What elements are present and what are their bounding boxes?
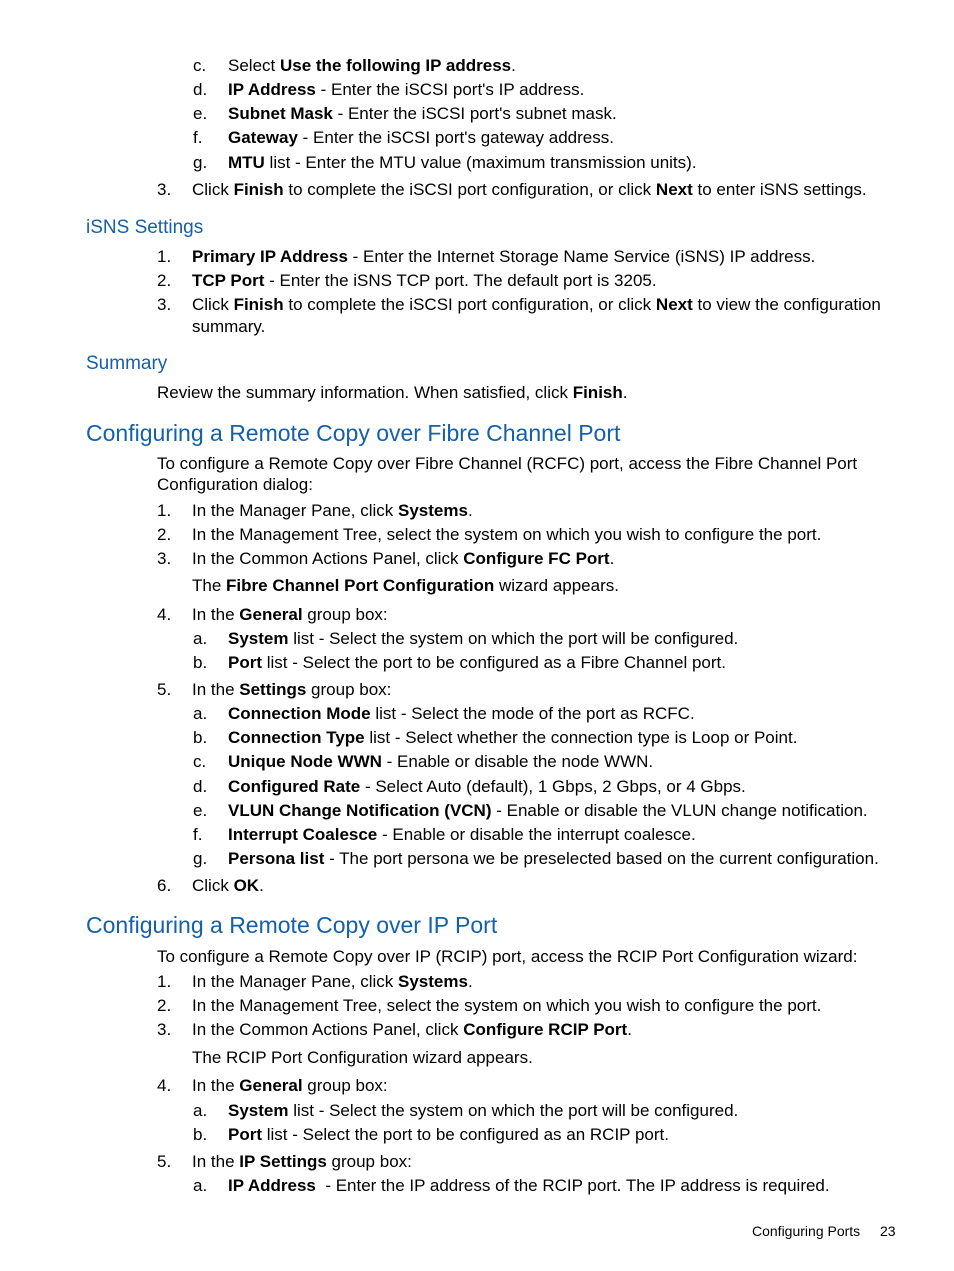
- list-marker: 1.: [157, 247, 172, 266]
- fc-step-4a: System list - Select the system on which the port will be configured.: [228, 629, 739, 648]
- ip-step-3: In the Common Actions Panel, click Configure RCIP Port.: [192, 1020, 632, 1039]
- ip-step-3-note: The RCIP Port Configuration wizard appears.: [192, 1048, 533, 1067]
- list-marker: 5.: [157, 1152, 172, 1171]
- ip-intro: To configure a Remote Copy over IP (RCIP) port, access the RCIP Port Configuration wizard:: [157, 947, 858, 966]
- list-marker: 2.: [157, 271, 172, 290]
- list-marker: c.: [193, 752, 207, 771]
- list-marker: c.: [193, 56, 207, 75]
- page-number: 23: [880, 1223, 896, 1239]
- fc-step-2: In the Management Tree, select the system on which you wish to configure the port.: [192, 525, 822, 544]
- fc-step-5: In the Settings group box:: [192, 680, 392, 699]
- step-mtu: MTU list - Enter the MTU value (maximum transmission units).: [228, 153, 697, 172]
- fc-step-5b: Connection Type list - Select whether the connection type is Loop or Point.: [228, 728, 798, 747]
- ip-step-2: In the Management Tree, select the system on which you wish to configure the port.: [192, 996, 822, 1015]
- list-marker: 5.: [157, 680, 172, 699]
- list-marker: 2.: [157, 525, 172, 544]
- step-tcp-port: TCP Port - Enter the iSNS TCP port. The default port is 3205.: [192, 271, 657, 290]
- list-marker: 4.: [157, 1076, 172, 1095]
- fc-step-5g: Persona list - The port persona we be preselected based on the current configuration.: [228, 849, 879, 868]
- list-marker: 3.: [157, 1020, 172, 1039]
- fc-step-6: Click OK.: [192, 876, 264, 895]
- list-marker: b.: [193, 728, 208, 747]
- list-marker: 3.: [157, 180, 172, 199]
- list-marker: g.: [193, 849, 208, 868]
- list-marker: g.: [193, 153, 208, 172]
- list-marker: 6.: [157, 876, 172, 895]
- ip-step-4: In the General group box:: [192, 1076, 388, 1095]
- list-marker: f.: [193, 128, 203, 147]
- fc-intro-line2: Configuration dialog:: [157, 475, 313, 494]
- list-marker: f.: [193, 825, 203, 844]
- step-finish-isns-cont: summary.: [192, 317, 266, 336]
- fc-heading: Configuring a Remote Copy over Fibre Channel Port: [86, 420, 621, 446]
- step-finish-iscsi: Click Finish to complete the iSCSI port configuration, or click Next to enter iSNS settings.: [192, 180, 867, 199]
- step-finish-isns: Click Finish to complete the iSCSI port configuration, or click Next to view the configuration: [192, 295, 881, 314]
- list-marker: a.: [193, 1176, 208, 1195]
- ip-step-4b: Port list - Select the port to be configured as an RCIP port.: [228, 1125, 669, 1144]
- summary-heading: Summary: [86, 353, 168, 374]
- fc-step-3-note: The Fibre Channel Port Configuration wizard appears.: [192, 576, 619, 595]
- step-primary-ip: Primary IP Address - Enter the Internet Storage Name Service (iSNS) IP address.: [192, 247, 816, 266]
- fc-step-5a: Connection Mode list - Select the mode of the port as RCFC.: [228, 704, 695, 723]
- list-marker: a.: [193, 704, 208, 723]
- step-select-ip: Select Use the following IP address.: [228, 56, 516, 75]
- list-marker: 3.: [157, 295, 172, 314]
- step-gateway: Gateway - Enter the iSCSI port's gateway address.: [228, 128, 614, 147]
- list-marker: 2.: [157, 996, 172, 1015]
- ip-step-1: In the Manager Pane, click Systems.: [192, 972, 473, 991]
- isns-heading: iSNS Settings: [86, 217, 204, 238]
- fc-step-5c: Unique Node WWN - Enable or disable the node WWN.: [228, 752, 654, 771]
- ip-step-5: In the IP Settings group box:: [192, 1152, 412, 1171]
- list-marker: d.: [193, 80, 208, 99]
- list-marker: e.: [193, 801, 208, 820]
- summary-text: Review the summary information. When satisfied, click Finish.: [157, 383, 628, 402]
- ip-heading: Configuring a Remote Copy over IP Port: [86, 912, 498, 938]
- list-marker: d.: [193, 777, 208, 796]
- list-marker: 4.: [157, 605, 172, 624]
- step-ip-address: IP Address - Enter the iSCSI port's IP address.: [228, 80, 585, 99]
- list-marker: 1.: [157, 972, 172, 991]
- fc-step-4b: Port list - Select the port to be configured as a Fibre Channel port.: [228, 653, 726, 672]
- list-marker: a.: [193, 629, 208, 648]
- list-marker: b.: [193, 1125, 208, 1144]
- fc-step-5e: VLUN Change Notification (VCN) - Enable or disable the VLUN change notification.: [228, 801, 868, 820]
- ip-step-4a: System list - Select the system on which the port will be configured.: [228, 1101, 739, 1120]
- list-marker: 3.: [157, 549, 172, 568]
- list-marker: e.: [193, 104, 208, 123]
- fc-step-5d: Configured Rate - Select Auto (default), 1 Gbps, 2 Gbps, or 4 Gbps.: [228, 777, 746, 796]
- fc-step-4: In the General group box:: [192, 605, 388, 624]
- fc-step-5f: Interrupt Coalesce - Enable or disable the interrupt coalesce.: [228, 825, 696, 844]
- fc-step-3: In the Common Actions Panel, click Configure FC Port.: [192, 549, 615, 568]
- footer-section: Configuring Ports: [752, 1223, 861, 1239]
- fc-intro-line1: To configure a Remote Copy over Fibre Channel (RCFC) port, access the Fibre Channel Port: [157, 454, 858, 473]
- fc-step-1: In the Manager Pane, click Systems.: [192, 501, 473, 520]
- list-marker: 1.: [157, 501, 172, 520]
- list-marker: a.: [193, 1101, 208, 1120]
- ip-step-5a: IP Address - Enter the IP address of the RCIP port. The IP address is required.: [228, 1176, 830, 1195]
- list-marker: b.: [193, 653, 208, 672]
- step-subnet-mask: Subnet Mask - Enter the iSCSI port's subnet mask.: [228, 104, 617, 123]
